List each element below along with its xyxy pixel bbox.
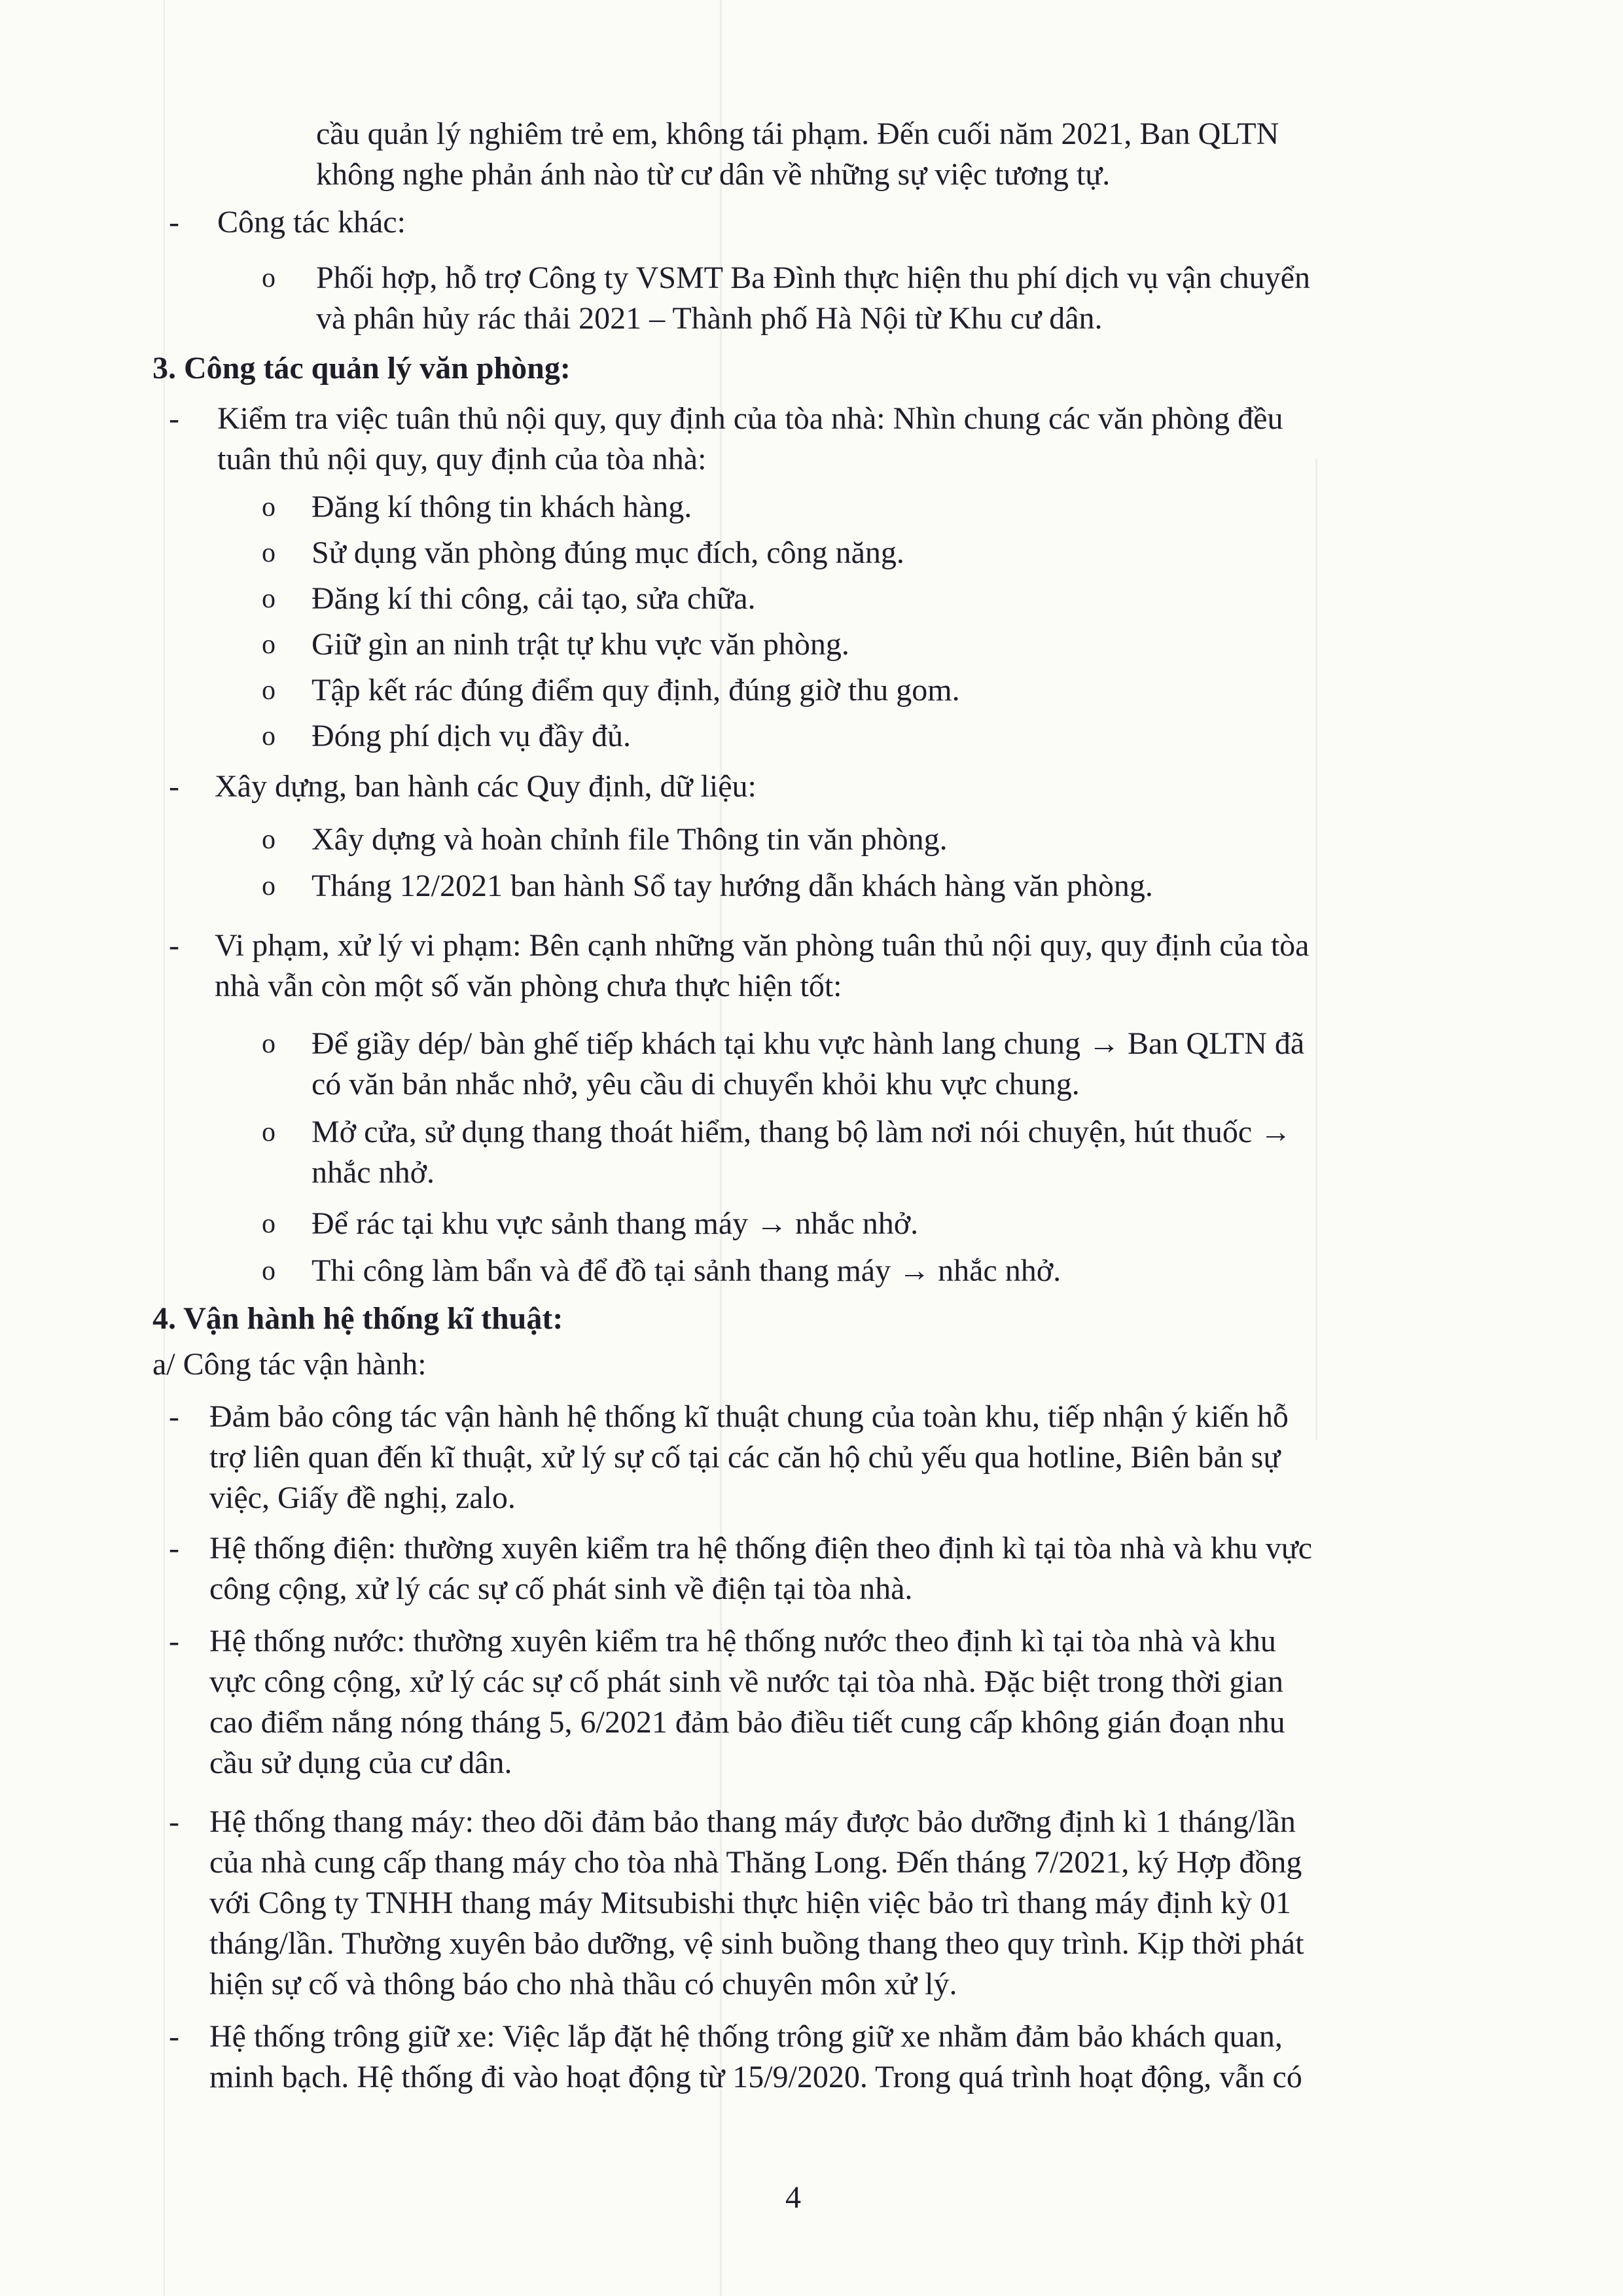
text-line: không nghe phản ánh nào từ cư dân về những sự việc tương tự. xyxy=(316,157,1111,192)
scan-shadow-vertical-2 xyxy=(1315,458,1317,1440)
text-line: vực công cộng, xử lý các sự cố phát sinh về nước tại tòa nhà. Đặc biệt trong thời gian xyxy=(209,1664,1284,1699)
text-line: a/ Công tác vận hành: xyxy=(152,1347,427,1382)
text-line: minh bạch. Hệ thống đi vào hoạt động từ 15/9/2020. Trong quá trình hoạt động, vẫn có xyxy=(209,2060,1302,2094)
circle-bullet: o xyxy=(262,721,276,751)
text-line: Xây dựng, ban hành các Quy định, dữ liệu: xyxy=(215,769,757,804)
section-heading: 4. Vận hành hệ thống kĩ thuật: xyxy=(152,1301,563,1336)
dash-bullet: - xyxy=(169,1804,179,1839)
text-line: Phối hợp, hỗ trợ Công ty VSMT Ba Đình thực hiện thu phí dịch vụ vận chuyển xyxy=(316,260,1310,295)
text-line: Hệ thống thang máy: theo dõi đảm bảo thang máy được bảo dưỡng định kì 1 tháng/lần xyxy=(209,1804,1296,1839)
scan-shadow-left xyxy=(164,0,165,2296)
text-line: nhà vẫn còn một số văn phòng chưa thực hiện tốt: xyxy=(215,969,842,1003)
circle-bullet: o xyxy=(262,538,276,568)
text-line: Tập kết rác đúng điểm quy định, đúng giờ thu gom. xyxy=(312,673,960,708)
text-line: hiện sự cố và thông báo cho nhà thầu có chuyên môn xử lý. xyxy=(209,1967,957,2001)
dash-bullet: - xyxy=(169,769,179,804)
text-line: nhắc nhở. xyxy=(312,1155,435,1190)
text-line: Sử dụng văn phòng đúng mục đích, công năng. xyxy=(312,535,904,570)
text-line: trợ liên quan đến kĩ thuật, xử lý sự cố tại các căn hộ chủ yếu qua hotline, Biên bản sự xyxy=(209,1440,1281,1475)
circle-bullet: o xyxy=(262,630,276,660)
text-line: Thi công làm bẩn và để đồ tại sảnh thang máy → nhắc nhở. xyxy=(312,1253,1061,1288)
text-line: Công tác khác: xyxy=(217,205,406,240)
text-line: tháng/lần. Thường xuyên bảo dưỡng, vệ sinh buồng thang theo quy trình. Kịp thời phát xyxy=(209,1926,1304,1961)
text-line: Đóng phí dịch vụ đầy đủ. xyxy=(312,719,631,753)
text-line: việc, Giấy đề nghị, zalo. xyxy=(209,1480,516,1515)
text-line: Tháng 12/2021 ban hành Sổ tay hướng dẫn khách hàng văn phòng. xyxy=(312,869,1153,903)
text-line: Kiểm tra việc tuân thủ nội quy, quy định của tòa nhà: Nhìn chung các văn phòng đều xyxy=(217,401,1283,436)
circle-bullet: o xyxy=(262,1209,276,1239)
text-line: Để giầy dép/ bàn ghế tiếp khách tại khu vực hành lang chung → Ban QLTN đã xyxy=(312,1026,1305,1061)
text-line: với Công ty TNHH thang máy Mitsubishi thực hiện việc bảo trì thang máy định kỳ 01 xyxy=(209,1886,1291,1920)
circle-bullet: o xyxy=(262,1029,276,1059)
text-line: Đăng kí thi công, cải tạo, sửa chữa. xyxy=(312,581,756,616)
circle-bullet: o xyxy=(262,584,276,614)
text-line: cao điểm nắng nóng tháng 5, 6/2021 đảm bảo điều tiết cung cấp không gián đoạn nhu xyxy=(209,1705,1285,1740)
text-line: và phân hủy rác thải 2021 – Thành phố Hà Nội từ Khu cư dân. xyxy=(316,301,1103,336)
circle-bullet: o xyxy=(262,1256,276,1286)
text-line: của nhà cung cấp thang máy cho tòa nhà Thăng Long. Đến tháng 7/2021, ký Hợp đồng xyxy=(209,1845,1302,1880)
section-heading: 3. Công tác quản lý văn phòng: xyxy=(152,351,571,386)
dash-bullet: - xyxy=(169,2019,179,2054)
circle-bullet: o xyxy=(262,675,276,706)
text-line: Xây dựng và hoàn chỉnh file Thông tin văn phòng. xyxy=(312,822,948,857)
text-line: công cộng, xử lý các sự cố phát sinh về điện tại tòa nhà. xyxy=(209,1571,913,1606)
page-number: 4 xyxy=(785,2180,801,2215)
text-line: Hệ thống điện: thường xuyên kiểm tra hệ thống điện theo định kì tại tòa nhà và khu vực xyxy=(209,1531,1313,1566)
text-line: Mở cửa, sử dụng thang thoát hiểm, thang bộ làm nơi nói chuyện, hút thuốc → xyxy=(312,1115,1292,1149)
text-line: Đăng kí thông tin khách hàng. xyxy=(312,490,692,524)
dash-bullet: - xyxy=(169,401,179,436)
text-line: Giữ gìn an ninh trật tự khu vực văn phòng. xyxy=(312,627,849,662)
circle-bullet: o xyxy=(262,263,276,293)
text-line: Hệ thống nước: thường xuyên kiểm tra hệ thống nước theo định kì tại tòa nhà và khu xyxy=(209,1624,1276,1659)
text-line: Hệ thống trông giữ xe: Việc lắp đặt hệ thống trông giữ xe nhằm đảm bảo khách quan, xyxy=(209,2019,1283,2054)
circle-bullet: o xyxy=(262,871,276,901)
dash-bullet: - xyxy=(169,1624,179,1659)
text-line: có văn bản nhắc nhở, yêu cầu di chuyển khỏi khu vực chung. xyxy=(312,1067,1080,1102)
circle-bullet: o xyxy=(262,1117,276,1147)
circle-bullet: o xyxy=(262,492,276,522)
text-line: cầu sử dụng của cư dân. xyxy=(209,1746,512,1780)
dash-bullet: - xyxy=(169,1531,179,1566)
text-line: Vi phạm, xử lý vi phạm: Bên cạnh những văn phòng tuân thủ nội quy, quy định của tòa xyxy=(215,928,1310,963)
text-line: tuân thủ nội quy, quy định của tòa nhà: xyxy=(217,442,707,476)
dash-bullet: - xyxy=(169,205,179,240)
text-line: Đảm bảo công tác vận hành hệ thống kĩ thuật chung của toàn khu, tiếp nhận ý kiến hỗ xyxy=(209,1399,1289,1434)
circle-bullet: o xyxy=(262,825,276,855)
text-line: Để rác tại khu vực sảnh thang máy → nhắc nhở. xyxy=(312,1206,919,1241)
text-line: cầu quản lý nghiêm trẻ em, không tái phạm. Đến cuối năm 2021, Ban QLTN xyxy=(316,117,1279,151)
dash-bullet: - xyxy=(169,928,179,963)
dash-bullet: - xyxy=(169,1399,179,1434)
